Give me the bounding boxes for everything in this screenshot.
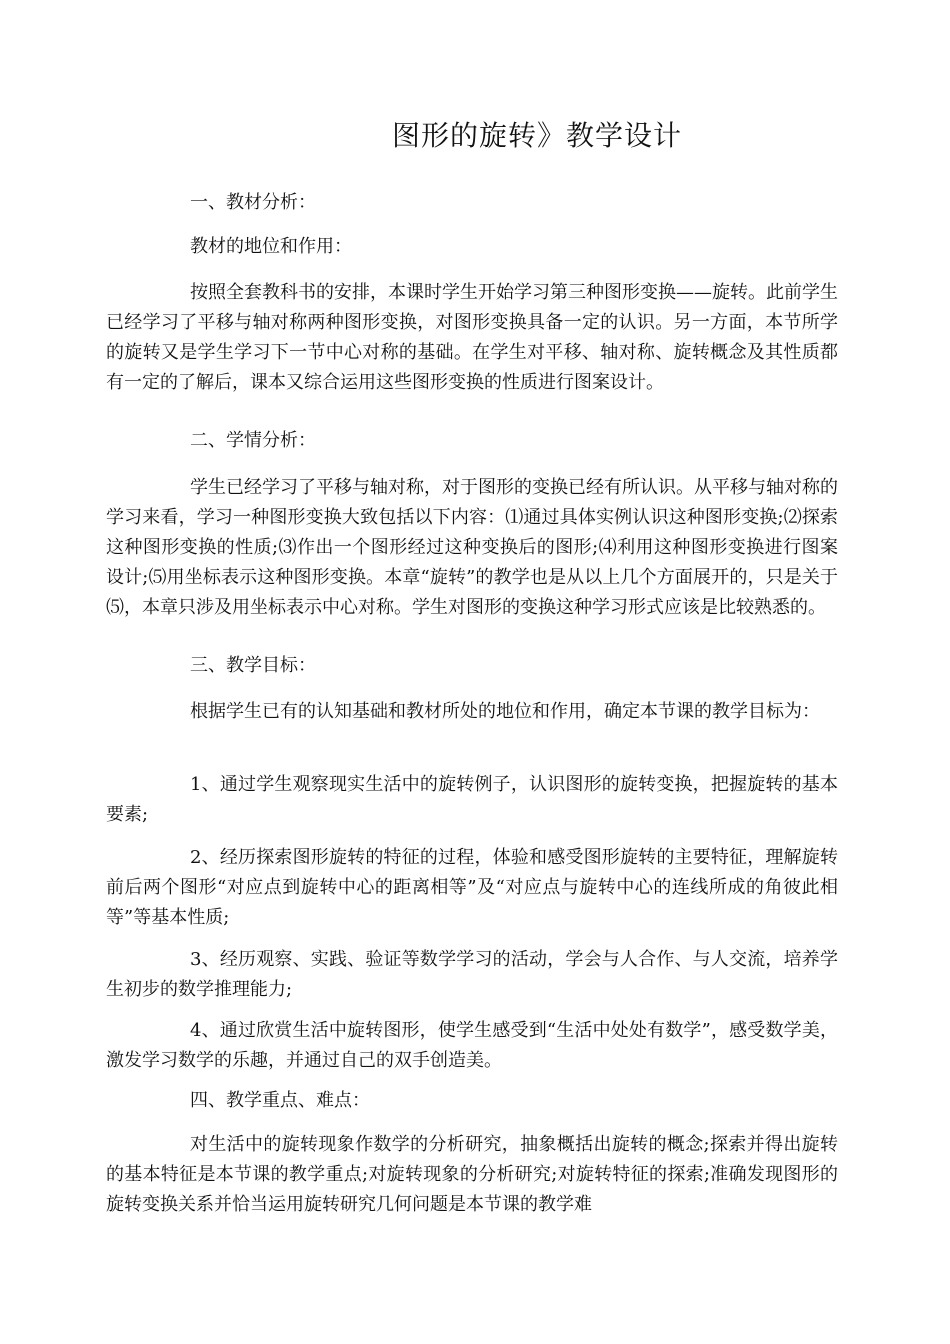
section-1-subheading: 教材的地位和作用： [190, 236, 352, 257]
section-2-heading: 二、学情分析： [190, 430, 316, 451]
goal-item-4: 4、通过欣赏生活中旋转图形，使学生感受到“生活中处处有数学”，感受数学美，激发学习数学的乐趣，并通过自己的双手创造美。 [106, 1020, 838, 1071]
section-4-paragraph: 对生活中的旋转现象作数学的分析研究，抽象概括出旋转的概念;探索并得出旋转的基本特征是本节课的教学重点;对旋转现象的分析研究;对旋转特征的探索;准确发现图形的旋转变换关系并恰当运用旋转研究几何问题是本节课的教学难 [106, 1134, 838, 1215]
page-title: 图形的旋转》教学设计 [391, 119, 682, 152]
section-3-paragraph: 根据学生已有的认知基础和教材所处的地位和作用，确定本节课的教学目标为： [190, 701, 820, 722]
goal-item-1: 1、通过学生观察现实生活中的旋转例子，认识图形的旋转变换，把握旋转的基本要素; [106, 774, 838, 825]
goal-item-2: 2、经历探索图形旋转的特征的过程，体验和感受图形旋转的主要特征，理解旋转前后两个图形“对应点到旋转中心的距离相等”及“对应点与旋转中心的连线所成的角彼此相等”等基本性质; [106, 847, 838, 928]
section-3-heading: 三、教学目标： [190, 655, 316, 676]
section-1-paragraph: 按照全套教科书的安排，本课时学生开始学习第三种图形变换——旋转。此前学生已经学习了平移与轴对称两种图形变换，对图形变换具备一定的认识。另一方面，本节所学的旋转又是学生学习下一节中心对称的基础。在学生对平移、轴对称、旋转概念及其性质都有一定的了解后，课本又综合运用这些图形变换的性质进行图案设计。 [106, 282, 838, 393]
section-1-heading: 一、教材分析： [190, 192, 316, 213]
goal-item-3: 3、经历观察、实践、验证等数学学习的活动，学会与人合作、与人交流，培养学生初步的数学推理能力; [106, 949, 838, 1000]
section-4-heading: 四、教学重点、难点： [190, 1090, 370, 1111]
section-2-paragraph: 学生已经学习了平移与轴对称，对于图形的变换已经有所认识。从平移与轴对称的学习来看，学习一种图形变换大致包括以下内容：⑴通过具体实例认识这种图形变换;⑵探索这种图形变换的性质;⑶作出一个图形经过这种变换后的图形;⑷利用这种图形变换进行图案设计;⑸用坐标表示这种图形变换。本章“旋转”的教学也是从以上几个方面展开的，只是关于⑸，本章只涉及用坐标表示中心对称。学生对图形的变换这种学习形式应该是比较熟悉的。 [106, 477, 838, 618]
